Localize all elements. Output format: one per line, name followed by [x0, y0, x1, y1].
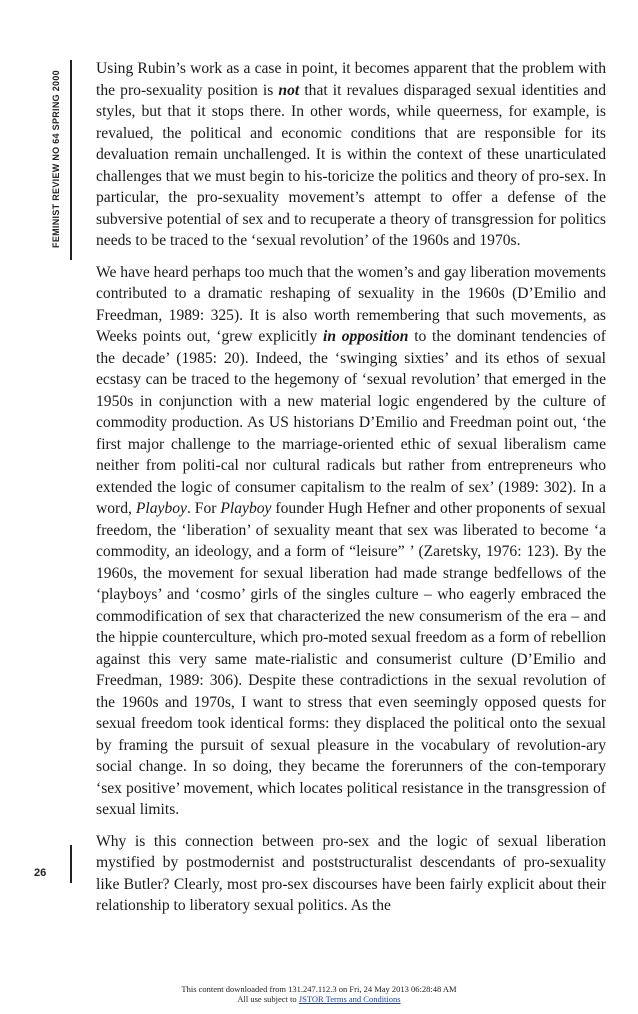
emphasis-text: not	[278, 81, 300, 99]
article-body	[96, 58, 606, 927]
text-segment: Why is this connection between pro-sex and the logic of sexual liberation mystified by postmodernist and poststructuralist descendants of pro-sexuality like Butler? Clearly, most pro-sex discourses have been fairly explicit about their relationship to liberatory sexual politics. As the	[96, 832, 606, 914]
footer-terms-line	[0, 994, 638, 1004]
paragraph-3	[96, 831, 606, 917]
jstor-terms-link[interactable]: JSTOR Terms and Conditions	[298, 994, 401, 1004]
margin-rule-bottom	[70, 845, 72, 883]
text-segment: Using Rubin’s work as a case in point, it becomes apparent that the problem with the pro-sexuality position is	[96, 60, 606, 99]
italic-title: Playboy	[220, 500, 272, 517]
download-footer	[0, 984, 638, 1004]
footer-download-line: This content downloaded from 131.247.112.3 on Fri, 24 May 2013 06:28:48 AM	[181, 984, 457, 994]
journal-label: FEMINIST REVIEW NO 64 SPRING 2000	[51, 70, 61, 248]
footer-terms-prefix: All use subject to	[237, 994, 299, 1004]
text-segment: founder Hugh Hefner and other proponents of sexual freedom, the ‘liberation’ of sexuality meant that sex was liberated to become ‘a commodity, an ideology, and a form of “leisure” ’ (Zaretsky, 1976: 123). By the 1960s, the movement for sexual liberation had made strange bedfellows of the ‘playboys’ and ‘cosmo’ girls of the singles culture – who eagerly embraced the commodification of sex that characterized the new consumerism of the era – and the hippie counterculture, which pro-moted sexual freedom as a form of rebellion against this very same mate-rialistic and consumerist culture (D’Emilio and Freedman, 1989: 306). Despite these contradictions in the sexual revolution of the 1960s and 1970s, I want to stress that even seemingly opposed quests for sexual freedom took identical forms: they displaced the political onto the sexual by framing the pursuit of sexual pleasure in the vocabulary of revolution-ary social change. In so doing, they became the forerunners of the con-temporary ‘sex positive’ movement, which locates political resistance in the transgression of sexual limits.	[96, 500, 606, 818]
emphasis-wrapper	[278, 82, 299, 99]
paragraph-2	[96, 262, 606, 821]
emphasis-text: in opposition	[323, 328, 409, 345]
page-number: 26	[34, 867, 47, 879]
text-segment: to the dominant tendencies of the decade’ (1985: 20). Indeed, the ‘swinging sixties’ and its ethos of sexual ecstasy can be traced to the hegemony of ‘sexual revolution’ that emerged in the 1950s in conjunction with a new material logic engendered by the culture of commodity production. As US historians D’Emilio and Freedman point out, ‘the first major challenge to the marriage-oriented ethic of sexual liberalism came neither from politi-cal nor cultural radicals but rather from entrepreneurs who extended the logic of consumer capitalism to the realm of sex’ (1989: 302). In a word,	[96, 328, 606, 517]
margin-rule-top	[70, 60, 72, 260]
text-segment: . For	[186, 500, 221, 517]
text-segment: that it revalues disparaged sexual identities and styles, but that it stops there. In other words, while queerness, for example, is revalued, the political and economic conditions that are responsible for its devaluation remain unchallenged. It is within the context of these unarticulated challenges that we must begin to his-toricize the politics and theory of pro-sex. In particular, the pro-sexuality movement’s attempt to offer a defense of the subversive potential of sex and to recuperate a theory of transgression for politics needs to be traced to the ‘sexual revolution’ of the 1960s and 1970s.	[96, 81, 607, 249]
paragraph-1	[96, 58, 606, 252]
text-segment: We have heard perhaps too much that the women’s and gay liberation movements contributed to a dramatic reshaping of sexuality in the 1960s (D’Emilio and Freedman, 1989: 325). It is also worth remembering that such movements, as Weeks points out, ‘grew explicitly	[96, 263, 606, 345]
emphasis-wrapper	[323, 328, 408, 345]
italic-title: Playboy	[135, 500, 187, 517]
